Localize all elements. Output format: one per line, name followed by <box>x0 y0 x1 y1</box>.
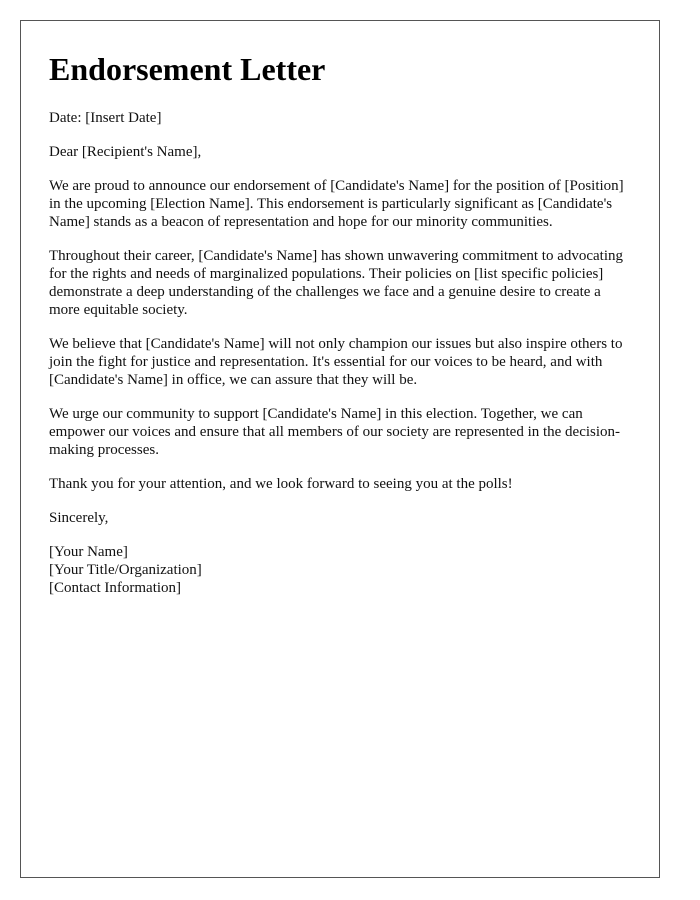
body-paragraph-5: Thank you for your attention, and we look forward to seeing you at the polls! <box>49 476 513 492</box>
signature-title-org: [Your Title/Organization] <box>49 562 202 578</box>
body-paragraph-1: We are proud to announce our endorsement of [Candidate's Name] for the position of [Position] in the upcoming [Election Name]. This endorsement is particularly significant as [Candidate's Name] stands as a beacon of representation and hope for our minority communities. <box>49 178 624 230</box>
body-paragraph-4: We urge our community to support [Candidate's Name] in this election. Together, we can empower our voices and ensure that all members of our society are represented in the decision-making processes. <box>49 406 621 458</box>
salutation: Dear [Recipient's Name], <box>49 144 202 160</box>
signature-block <box>49 543 629 597</box>
date-line: Date: [Insert Date] <box>49 110 162 126</box>
signature-name: [Your Name] <box>49 544 128 560</box>
letter-page <box>20 20 660 878</box>
body-paragraph-2: Throughout their career, [Candidate's Name] has shown unwavering commitment to advocating for the rights and needs of marginalized populations. Their policies on [list specific policies] demonstrate a deep understanding of the challenges we face and a genuine desire to create a more equitable society. <box>49 248 624 318</box>
letter-title: Endorsement Letter <box>49 51 326 87</box>
body-paragraph-3: We believe that [Candidate's Name] will not only champion our issues but also inspire others to join the fight for justice and representation. It's essential for our voices to be heard, and with [Candidate's Name] in office, we can assure that they will be. <box>49 336 623 388</box>
closing: Sincerely, <box>49 510 109 526</box>
signature-contact: [Contact Information] <box>49 580 182 596</box>
letter-content <box>49 49 629 597</box>
